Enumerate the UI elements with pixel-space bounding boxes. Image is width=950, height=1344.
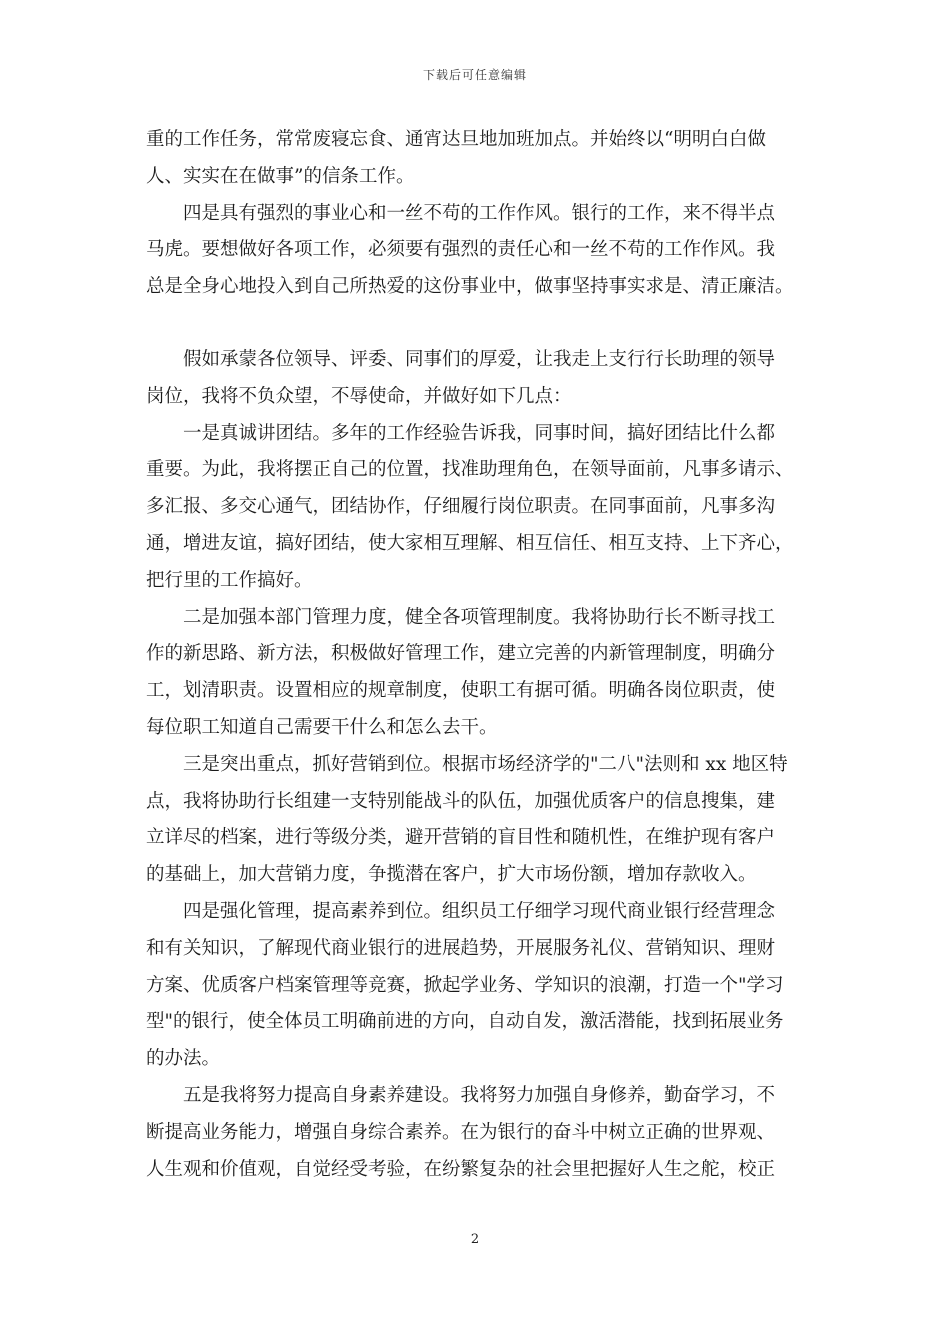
paragraph-intro-commitment: [146, 342, 808, 416]
text-line: 重要。为此，我将摆正自己的位置，找准助理角色，在领导面前，凡事多请示、: [146, 459, 794, 481]
text-line: 作的新思路、新方法，积极做好管理工作，建立完善的内新管理制度，明确分: [146, 643, 776, 665]
text-line: 断提高业务能力，增强自身综合素养。在为银行的奋斗中树立正确的世界观、: [146, 1121, 776, 1143]
text-line: 工，划清职责。设置相应的规章制度，使职工有据可循。明确各岗位职责，使: [146, 680, 776, 702]
text-line: 方案、优质客户档案管理等竞赛，掀起学业务、学知识的浪潮，打造一个"学习: [146, 974, 784, 996]
text-line: 多汇报、多交心通气，团结协作，仔细履行岗位职责。在同事面前，凡事多沟: [146, 496, 776, 518]
paragraph-point-one-unity: [146, 416, 808, 600]
text-line: 通，增进友谊，搞好团结，使大家相互理解、相互信任、相互支持、上下齐心，: [146, 532, 794, 554]
paragraph-point-four-quality: [146, 894, 808, 1078]
text-line: 点，我将协助行长组建一支特别能战斗的队伍，加强优质客户的信息搜集，建: [146, 790, 776, 812]
text-line: 的基础上，加大营销力度，争揽潜在客户，扩大市场份额，增加存款收入。: [146, 864, 757, 886]
text-line: 人生观和价值观，自觉经受考验，在纷繁复杂的社会里把握好人生之舵，校正: [146, 1158, 776, 1180]
text-line: 和有关知识，了解现代商业银行的进展趋势，开展服务礼仪、营销知识、理财: [146, 937, 776, 959]
text-line: 人、实实在在做事”的信条工作。: [146, 165, 415, 187]
text-line: 马虎。要想做好各项工作，必须要有强烈的责任心和一丝不苟的工作作风。我: [146, 239, 776, 261]
paragraph-work-tasks: [146, 122, 808, 196]
text-line: 型"的银行，使全体员工明确前进的方向，自动自发，激活潜能，找到拓展业务: [146, 1011, 784, 1033]
text-line: 立详尽的档案，进行等级分类，避开营销的盲目性和随机性，在维护现有客户: [146, 827, 776, 849]
text-line: 重的工作任务，常常废寝忘食、通宵达旦地加班加点。并始终以“明明白白做: [146, 129, 766, 150]
text-line: 二是加强本部门管理力度，健全各项管理制度。我将协助行长不断寻找工: [183, 606, 776, 628]
text-line: 五是我将努力提高自身素养建设。我将努力加强自身修养，勤奋学习，不: [183, 1084, 776, 1106]
text-line: 四是强化管理，提高素养到位。组织员工仔细学习现代商业银行经营理念: [183, 900, 776, 922]
paragraph-spacer: [146, 306, 808, 342]
page-number: 2: [470, 1232, 480, 1247]
paragraph-point-five-self-improvement: [146, 1078, 808, 1188]
page-header: 下载后可任意编辑: [422, 68, 527, 82]
text-line: 假如承蒙各位领导、评委、同事们的厚爱，让我走上支行行长助理的领导: [183, 348, 776, 370]
text-line: 四是具有强烈的事业心和一丝不苟的工作作风。银行的工作，来不得半点: [183, 202, 776, 224]
paragraph-point-two-management: [146, 600, 808, 747]
text-line: 三是突出重点，抓好营销到位。根据市场经济学的"二八"法则和 xx 地区特: [183, 753, 788, 775]
document-body: [146, 122, 808, 1188]
paragraph-point-three-marketing: [146, 747, 808, 894]
text-line: 岗位，我将不负众望，不辱使命，并做好如下几点：: [146, 385, 572, 407]
text-line: 总是全身心地投入到自己所热爱的这份事业中，做事坚持事实求是、清正廉洁。: [146, 276, 794, 298]
text-line: 每位职工知道自己需要干什么和怎么去干。: [146, 716, 498, 738]
text-line: 一是真诚讲团结。多年的工作经验告诉我，同事时间，搞好团结比什么都: [183, 422, 776, 444]
paragraph-point-four-dedication: [146, 196, 808, 306]
text-line: 把行里的工作搞好。: [146, 569, 313, 591]
text-line: 的办法。: [146, 1048, 221, 1070]
